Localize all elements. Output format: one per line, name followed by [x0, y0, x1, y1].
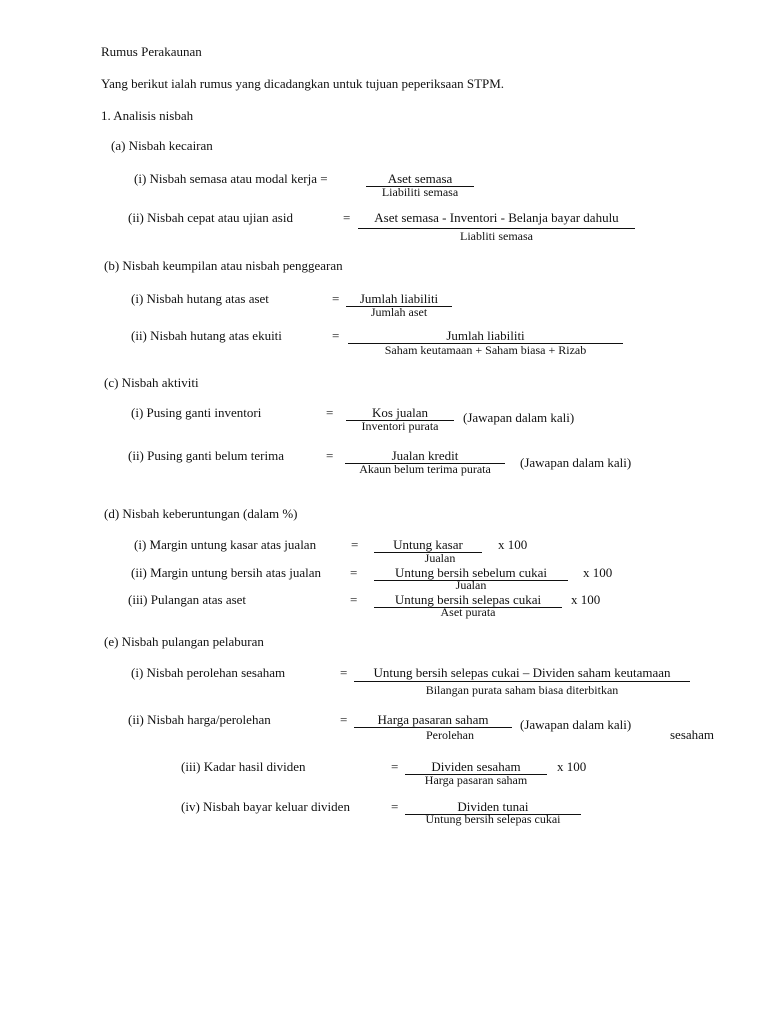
numerator: Harga pasaran saham	[377, 712, 489, 727]
equals-sign: =	[340, 712, 348, 727]
formula-label: (i) Nisbah perolehan sesaham	[131, 665, 286, 680]
denominator: Akaun belum terima purata	[359, 462, 491, 476]
numerator: Aset semasa - Inventori - Belanja bayar dahulu	[374, 210, 619, 225]
equals-sign: =	[343, 210, 351, 225]
unit-note: (Jawapan dalam kali)	[463, 410, 575, 425]
document-title: Rumus Perakaunan	[101, 44, 202, 59]
trailing-text: sesaham	[670, 727, 715, 742]
denominator: Liabliti semasa	[460, 229, 533, 243]
formula-label: (ii) Margin untung bersih atas jualan	[131, 565, 322, 580]
multiplier: x 100	[498, 537, 528, 552]
numerator: Untung bersih selepas cukai	[394, 592, 542, 607]
formula-label: (i) Margin untung kasar atas jualan	[134, 537, 317, 552]
numerator: Dividen sesaham	[431, 759, 521, 774]
formula-label: (iii) Pulangan atas aset	[128, 592, 247, 607]
intro-text: Yang berikut ialah rumus yang dicadangkan untuk tujuan peperiksaan STPM.	[101, 76, 505, 91]
denominator: Inventori purata	[361, 419, 439, 433]
formula-label: (i) Pusing ganti inventori	[131, 405, 262, 420]
denominator: Aset purata	[440, 605, 496, 619]
subsection-heading-b: (b) Nisbah keumpilan atau nisbah penggearan	[104, 258, 343, 273]
unit-note: (Jawapan dalam kali)	[520, 455, 632, 470]
formula-label: (i) Nisbah semasa atau modal kerja =	[134, 171, 328, 186]
equals-sign: =	[332, 328, 340, 343]
denominator: Perolehan	[426, 728, 474, 742]
multiplier: x 100	[571, 592, 601, 607]
formula-label: (i) Nisbah hutang atas aset	[131, 291, 269, 306]
equals-sign: =	[350, 592, 358, 607]
numerator: Kos jualan	[372, 405, 428, 420]
multiplier: x 100	[557, 759, 587, 774]
subsection-heading-e: (e) Nisbah pulangan pelaburan	[104, 634, 264, 649]
unit-note: (Jawapan dalam kali)	[520, 717, 632, 732]
denominator: Jualan	[455, 578, 487, 592]
equals-sign: =	[332, 291, 340, 306]
numerator: Jualan kredit	[391, 448, 459, 463]
equals-sign: =	[350, 565, 358, 580]
formula-label: (ii) Nisbah cepat atau ujian asid	[128, 210, 293, 225]
subsection-heading-a: (a) Nisbah kecairan	[111, 138, 213, 153]
formula-label: (iv) Nisbah bayar keluar dividen	[181, 799, 350, 814]
section-heading: 1. Analisis nisbah	[101, 108, 194, 123]
formula-label: (iii) Kadar hasil dividen	[181, 759, 306, 774]
numerator: Jumlah liabiliti	[359, 291, 439, 306]
numerator: Jumlah liabiliti	[446, 328, 525, 343]
denominator: Harga pasaran saham	[424, 773, 528, 787]
equals-sign: =	[326, 448, 334, 463]
denominator: Jumlah aset	[370, 305, 428, 319]
denominator: Bilangan purata saham biasa diterbitkan	[425, 683, 619, 697]
numerator: Untung bersih selepas cukai – Dividen saham keutamaan	[373, 665, 671, 680]
equals-sign: =	[391, 799, 399, 814]
numerator: Untung bersih sebelum cukai	[395, 565, 547, 580]
denominator: Liabiliti semasa	[381, 185, 459, 199]
formula-label: (ii) Nisbah hutang atas ekuiti	[131, 328, 282, 343]
equals-sign: =	[351, 537, 359, 552]
numerator: Untung kasar	[393, 537, 463, 552]
denominator: Saham keutamaan + Saham biasa + Rizab	[384, 343, 587, 357]
fraction-bar	[354, 681, 690, 682]
formula-label: (ii) Pusing ganti belum terima	[128, 448, 284, 463]
subsection-heading-c: (c) Nisbah aktiviti	[104, 375, 199, 390]
numerator: Aset semasa	[387, 171, 453, 186]
numerator: Dividen tunai	[457, 799, 529, 814]
denominator: Untung bersih selepas cukai	[425, 812, 561, 826]
subsection-heading-d: (d) Nisbah keberuntungan (dalam %)	[104, 506, 298, 521]
equals-sign: =	[326, 405, 334, 420]
multiplier: x 100	[583, 565, 613, 580]
formula-label: (ii) Nisbah harga/perolehan	[128, 712, 271, 727]
denominator: Jualan	[424, 551, 456, 565]
equals-sign: =	[391, 759, 399, 774]
equals-sign: =	[340, 665, 348, 680]
